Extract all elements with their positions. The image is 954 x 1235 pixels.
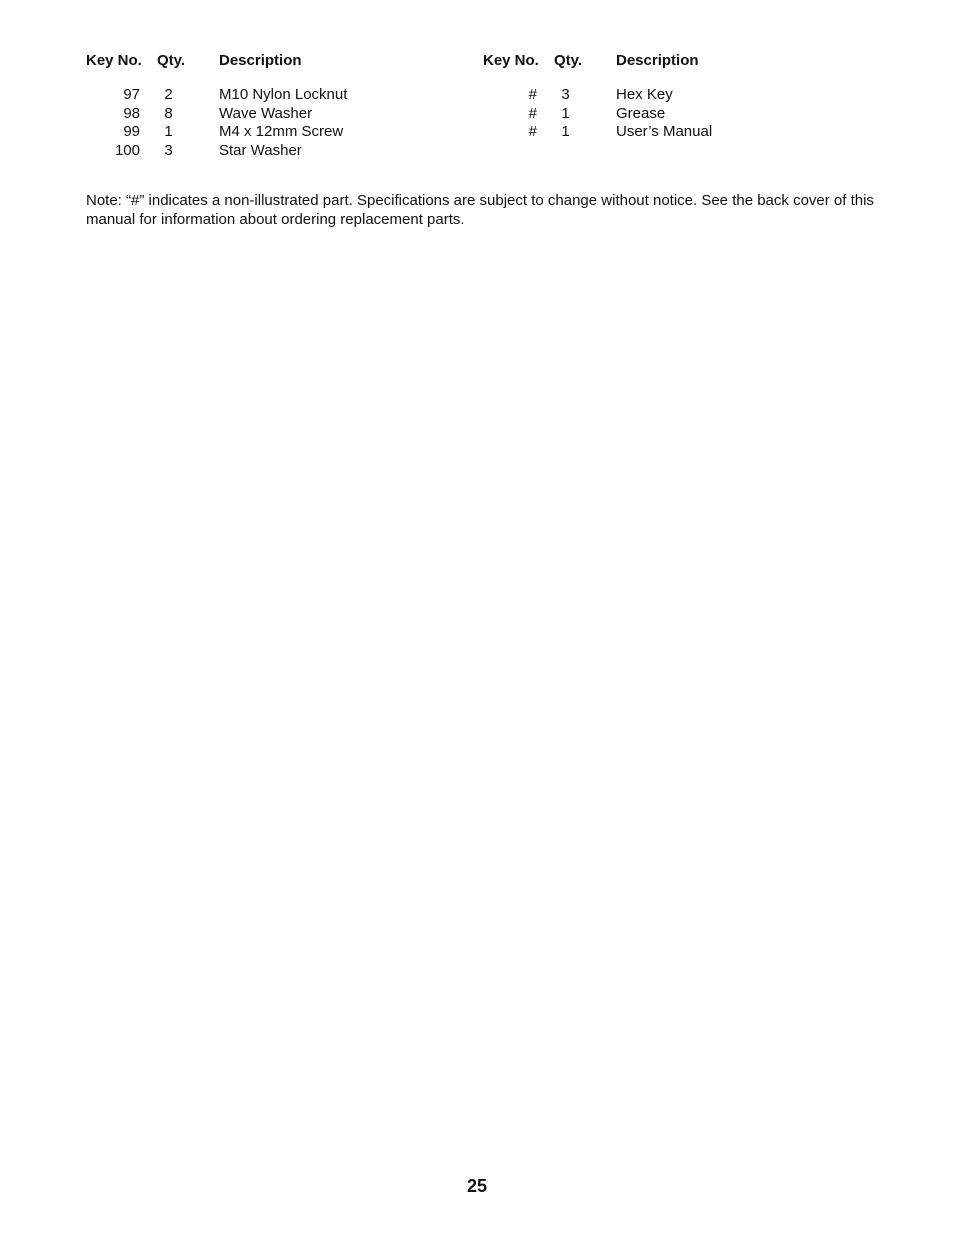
cell-key-no: # [528,86,537,103]
parts-note: Note: “#” indicates a non-illustrated part. Specifications are subject to change without notice. See the back cover of this manual for information about ordering replacement parts. [86,192,874,228]
cell-description: M10 Nylon Locknut [219,86,348,103]
cell-key-no: # [528,104,537,122]
cell-qty: 8 [164,104,173,122]
cell-description: User’s Manual [616,123,713,141]
cell-qty: 1 [164,123,173,141]
header-qty: Qty. [157,52,186,69]
cell-qty: 1 [561,123,570,141]
header-qty: Qty. [554,52,583,69]
cell-description: Wave Washer [219,104,313,122]
cell-description: M4 x 12mm Screw [219,123,344,141]
parts-list-table-right [483,52,883,141]
cell-key-no: 100 [114,142,140,160]
table-body [86,86,486,161]
table-row [86,86,486,105]
header-description: Description [219,52,302,69]
table-row [86,142,486,161]
cell-description: Star Washer [219,142,302,160]
cell-description: Grease [616,104,666,122]
table-row [483,105,883,124]
table-header [86,52,486,74]
header-description: Description [616,52,699,69]
table-row [86,123,486,142]
table-row [483,123,883,142]
cell-key-no: 97 [123,86,140,103]
header-key-no: Key No. [483,52,539,69]
table-row [86,105,486,124]
cell-key-no: # [528,123,537,141]
cell-qty: 3 [561,86,570,103]
cell-description: Hex Key [616,86,673,103]
table-row [483,86,883,105]
cell-qty: 1 [561,104,570,122]
cell-key-no: 98 [123,104,140,122]
header-key-no: Key No. [86,52,142,69]
cell-key-no: 99 [123,123,140,141]
table-body [483,86,883,142]
table-header [483,52,883,74]
parts-list-table-left [86,52,486,160]
cell-qty: 2 [164,86,173,103]
cell-qty: 3 [164,142,173,160]
page-number: 25 [466,1176,488,1196]
